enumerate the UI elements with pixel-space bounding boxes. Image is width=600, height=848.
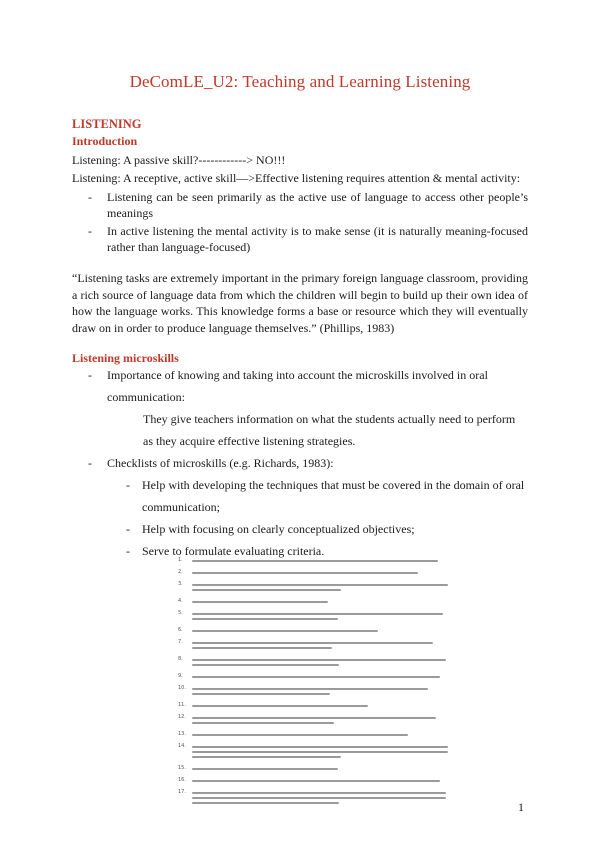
figure-item-number: 1. xyxy=(178,557,183,563)
figure-text-line xyxy=(192,560,438,562)
figure-item-number: 6. xyxy=(178,627,183,633)
figure-item-number: 14. xyxy=(178,743,186,749)
figure-item xyxy=(178,743,468,752)
figure-item xyxy=(178,777,468,786)
figure-item-number: 2. xyxy=(178,569,183,575)
figure-item xyxy=(178,685,468,694)
figure-item-number: 5. xyxy=(178,610,183,616)
figure-item-number: 11. xyxy=(178,702,186,708)
microskills-sub-list xyxy=(88,474,528,562)
figure-item-number: 10. xyxy=(178,685,186,691)
bullet-dash: - xyxy=(88,224,92,238)
figure-item-number: 17. xyxy=(178,789,186,795)
figure-text-line xyxy=(192,630,378,632)
figure-item xyxy=(178,673,468,682)
figure-item xyxy=(178,765,468,774)
quote-paragraph: “Listening tasks are extremely important in the primary foreign language classroom, providing a rich source of language data from which the children will begin to build up their own idea of how the language works. This knowledge forms a base or resource which they will eventually draw on in order to produce language themselves.” (Phillips, 1983) xyxy=(72,271,528,335)
figure-text-line xyxy=(192,589,341,591)
figure-text-line xyxy=(192,642,433,644)
figure-text-line xyxy=(192,717,436,719)
figure-text-line xyxy=(192,613,443,615)
figure-item xyxy=(178,731,468,740)
figure-text-line xyxy=(192,601,328,603)
figure-text-line xyxy=(192,688,428,690)
figure-item xyxy=(178,569,468,578)
figure-item xyxy=(178,598,468,607)
page-title: DeComLE_U2: Teaching and Learning Listening xyxy=(129,72,471,91)
figure-text-line xyxy=(192,722,334,724)
microskills-list xyxy=(88,364,528,562)
figure-item xyxy=(178,610,468,619)
figure-text-line xyxy=(192,751,448,753)
figure-text-line xyxy=(192,768,338,770)
figure-item-number: 13. xyxy=(178,731,186,737)
section-heading: LISTENING xyxy=(72,117,142,131)
bullet-dash: - xyxy=(126,478,130,492)
figure-text-line xyxy=(192,659,446,661)
figure-text-line xyxy=(192,734,408,736)
figure-text-line xyxy=(192,780,440,782)
bullet-dash: - xyxy=(126,522,130,536)
bullet-dash: - xyxy=(88,190,92,204)
list-item: - In active listening the mental activity is to make sense (it is naturally meaning-focused rather than language-focused) xyxy=(88,224,528,254)
figure-item xyxy=(178,557,468,566)
figure-item xyxy=(178,714,468,723)
figure-item xyxy=(178,656,468,665)
figure-text-line xyxy=(192,584,448,586)
figure-item-number: 4. xyxy=(178,598,183,604)
list-item: - Importance of knowing and taking into account the microskills involved in oral communication: They give teachers information on what the students actually need to perform as they acquire effective listening strategies. xyxy=(88,364,528,452)
figure-text-line xyxy=(192,792,446,794)
sub-list-item: - Help with focusing on clearly conceptualized objectives; xyxy=(88,518,528,540)
figure-text-line xyxy=(192,618,338,620)
figure-item-number: 3. xyxy=(178,581,183,587)
microskills-checklist-figure xyxy=(178,555,468,795)
figure-text-line xyxy=(192,572,418,574)
figure-item-number: 9. xyxy=(178,673,183,679)
figure-text-line xyxy=(192,756,341,758)
intro-bullet-list xyxy=(88,189,528,255)
figure-text-line xyxy=(192,802,339,804)
sub-list-item: - Serve to formulate evaluating criteria. xyxy=(88,540,528,562)
figure-text-line xyxy=(192,746,448,748)
figure-text-line xyxy=(192,705,368,707)
sub-list-item: - Help with developing the techniques that must be covered in the domain of oral communication; xyxy=(88,474,528,518)
microskills-heading: Listening microskills xyxy=(72,351,179,365)
figure-text-line xyxy=(192,647,332,649)
figure-item-number: 16. xyxy=(178,777,186,783)
figure-item-number: 12. xyxy=(178,714,186,720)
page-number: 1 xyxy=(518,800,524,814)
figure-item xyxy=(178,639,468,648)
figure-text-line xyxy=(192,693,330,695)
figure-item-number: 8. xyxy=(178,656,183,662)
list-item: - Checklists of microskills (e.g. Richards, 1983): - Help with developing the techniques that must be covered in the domain of oral communication; - Help with focusing on clearly conceptualized objectives; - Serve to formulate evaluating criteria. xyxy=(88,452,528,562)
figure-item xyxy=(178,702,468,711)
intro-line-2: Listening: A receptive, active skill—>Effective listening requires attention & mental activity: xyxy=(72,171,521,185)
figure-item-number: 15. xyxy=(178,765,186,771)
bullet-dash: - xyxy=(88,368,92,382)
figure-item-number: 7. xyxy=(178,639,183,645)
bullet-dash: - xyxy=(126,544,130,558)
figure-text-line xyxy=(192,664,339,666)
microskills-detail: They give teachers information on what the students actually need to perform as they acquire effective listening strategies. xyxy=(143,412,516,448)
bullet-dash: - xyxy=(88,456,92,470)
intro-heading: Introduction xyxy=(72,134,138,148)
list-item: - Listening can be seen primarily as the active use of language to access other people’s meanings xyxy=(88,190,528,220)
figure-item xyxy=(178,627,468,636)
figure-text-line xyxy=(192,676,440,678)
figure-item xyxy=(178,789,468,798)
figure-item xyxy=(178,581,468,590)
intro-line-1: Listening: A passive skill?------------> NO!!! xyxy=(72,153,286,167)
figure-text-line xyxy=(192,797,446,799)
